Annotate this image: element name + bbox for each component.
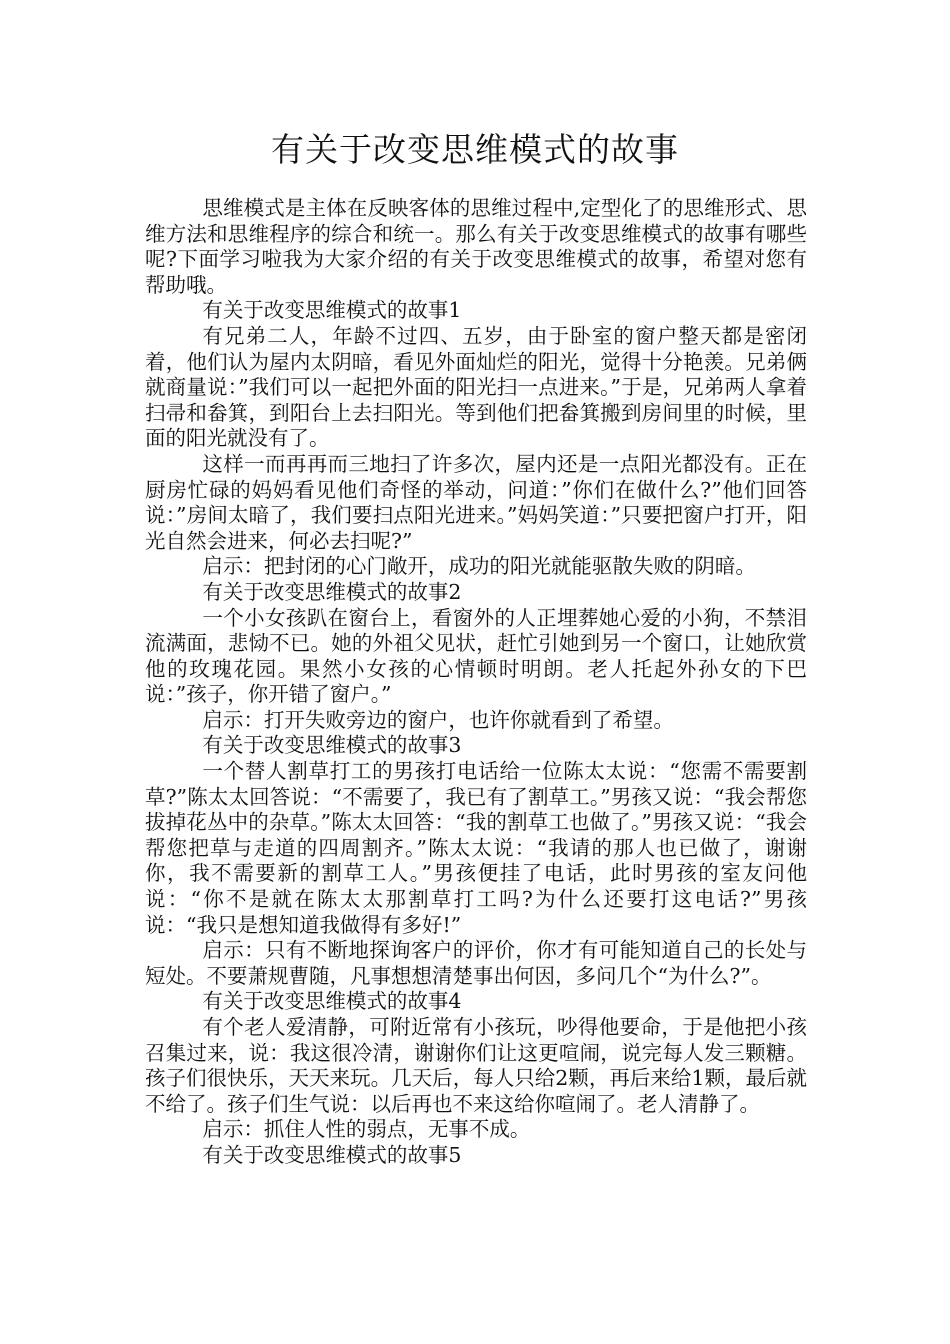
intro-paragraph: 思维模式是主体在反映客体的思维过程中,定型化了的思维形式、思维方法和思维程序的综合和统一。那么有关于改变思维模式的故事有哪些呢?下面学习啦我为大家介绍的有关于改变思维模式的故事，希望对您有帮助哦。 (145, 196, 807, 297)
story-1-lesson: 启示：把封闭的心门敞开，成功的阳光就能驱散失败的阴暗。 (202, 554, 756, 579)
story-4-lesson: 启示：抓住人性的弱点，无事不成。 (202, 1117, 531, 1142)
story-2-paragraph: 一个小女孩趴在窗台上，看窗外的人正埋葬她心爱的小狗，不禁泪流满面，悲恸不已。她的外祖父见状，赶忙引她到另一个窗口，让她欣赏他的玫瑰花园。果然小女孩的心情顿时明朗。老人托起外孙女的下巴说：”孩子，你开错了窗户。” (145, 605, 807, 707)
story-3-lesson: 启示：只有不断地探询客户的评价，你才有可能知道自己的长处与短处。不要萧规曹随，凡事想想清楚事出何因，多问几个“为什么?”。 (145, 938, 807, 988)
story-3-paragraph: 一个替人割草打工的男孩打电话给一位陈太太说：“您需不需要割草?”陈太太回答说：“不需要了，我已有了割草工。”男孩又说：“我会帮您拔掉花丛中的杂草。”陈太太回答：“我的割草工也做了。”男孩又说：“我会帮您把草与走道的四周割齐。”陈太太说：“我请的那人也已做了，谢谢你，我不需要新的割草工人。”男孩便挂了电话，此时男孩的室友问他说：“你不是就在陈太太那割草打工吗?为什么还要打这电话?”男孩说：“我只是想知道我做得有多好!” (145, 759, 807, 937)
story-4-paragraph: 有个老人爱清静，可附近常有小孩玩，吵得他要命，于是他把小孩召集过来，说：我这很冷清，谢谢你们让这更喧闹，说完每人发三颗糖。孩子们很快乐，天天来玩。几天后，每人只给2颗，再后来给1颗，最后就不给了。孩子们生气说：以后再也不来这给你喧闹了。老人清静了。 (145, 1015, 807, 1116)
story-2-lesson: 启示：打开失败旁边的窗户，也许你就看到了希望。 (202, 707, 674, 732)
story-2-heading: 有关于改变思维模式的故事2 (202, 579, 462, 604)
story-5-heading: 有关于改变思维模式的故事5 (202, 1142, 462, 1167)
story-1-paragraph-2: 这样一而再再而三地扫了许多次，屋内还是一点阳光都没有。正在厨房忙碌的妈妈看见他们奇怪的举动，问道：”你们在做什么?”他们回答说：”房间太暗了，我们要扫点阳光进来。”妈妈笑道：”只要把窗户打开，阳光自然会进来，何必去扫呢?” (145, 451, 807, 553)
story-1-heading: 有关于改变思维模式的故事1 (202, 298, 462, 323)
story-1-paragraph-1: 有兄弟二人，年龄不过四、五岁，由于卧室的窗户整天都是密闭着，他们认为屋内太阴暗，看见外面灿烂的阳光，觉得十分艳羡。兄弟俩就商量说：”我们可以一起把外面的阳光扫一点进来。”于是，兄弟两人拿着扫帚和畚箕，到阳台上去扫阳光。等到他们把畚箕搬到房间里的时候，里面的阳光就没有了。 (145, 323, 807, 451)
document-title: 有关于改变思维模式的故事 (271, 130, 679, 169)
document-body (145, 196, 807, 1169)
story-3-heading: 有关于改变思维模式的故事3 (202, 733, 462, 758)
story-4-heading: 有关于改变思维模式的故事4 (202, 989, 462, 1014)
